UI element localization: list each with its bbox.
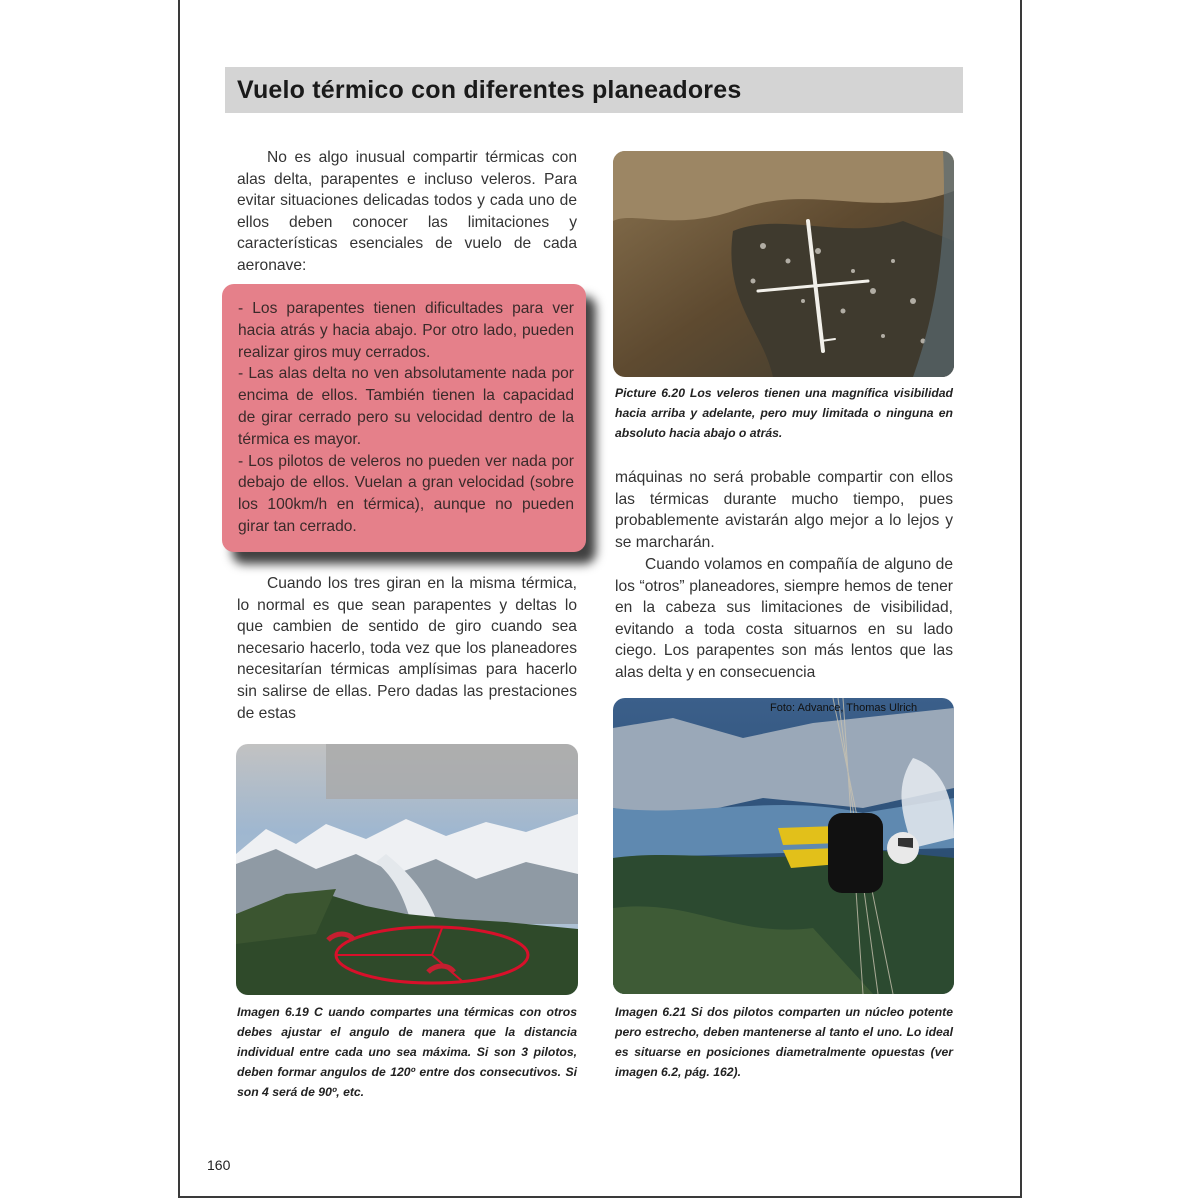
section-title-bar	[225, 67, 963, 113]
sailplane-photo-image	[613, 151, 954, 377]
callout-item-sailplanes: - Los pilotos de veleros no pueden ver nada por debajo de ellos. Vuelan a gran velocidad (sobre los 100km/h en térmica), aunque no pueden girar tan cerrado.	[238, 452, 574, 535]
thermal-turn-paragraph: Cuando los tres giran en la misma térmica, lo normal es que sean parapentes y deltas lo que cambien de sentido de giro cuando sea necesario hacerlo, toda vez que los planeadores necesitarían térmicas amplísimas para hacerlo sin salirse de ellas. Pero dadas las prestaciones de estas	[237, 575, 577, 722]
caption-6-19: Imagen 6.19 C uando compartes una térmicas con otros debes ajustar el angulo de manera que la distancia individual entre cada uno sea máxima. Si son 3 pilotos, deben formar angulos de 120º entre dos consecutivos. Si son 4 será de 90º, etc.	[237, 1005, 577, 1099]
column2-paragraph-2: Cuando volamos en compañía de alguno de los “otros” planeadores, siempre hemos de tener en la cabeza sus limitaciones de visibilidad, evitando a toda costa situarnos en su lado ciego. Los parapentes son más lentos que las alas delta y en consecuencia	[615, 556, 953, 681]
column2-paragraph-1: máquinas no será probable compartir con ellos las térmicas durante mucho tiempo, pues probablemente avistarán algo mejor a lo lejos y se marcharán.	[615, 469, 953, 551]
page-number: 160	[207, 1157, 231, 1173]
callout-item-paragliders: - Los parapentes tienen dificultades para ver hacia atrás y hacia abajo. Por otro lado, pueden realizar giros muy cerrados.	[238, 300, 574, 361]
intro-paragraph: No es algo inusual compartir térmicas con alas delta, parapentes e incluso veleros. Para evitar situaciones delicadas todos y cada uno de ellos deben conocer las limitaciones y características esenciales de vuelo de cada aeronave:	[237, 149, 577, 274]
mountain-circle-photo	[236, 744, 578, 995]
limitations-callout	[222, 284, 586, 552]
photo-credit: Foto: Advance, Thomas Ulrich	[770, 702, 918, 714]
section-title: Vuelo térmico con diferentes planeadores	[237, 76, 742, 104]
callout-item-hanggliders: - Las alas delta no ven absolutamente nada por encima de ellos. También tienen la capacidad de girar cerrado pero su velocidad dentro de la térmica es mayor.	[238, 365, 574, 448]
paraglider-pilot-photo-image	[613, 698, 954, 994]
caption-6-20: Picture 6.20 Los veleros tienen una magnífica visibilidad hacia arriba y adelante, pero muy limitada o ninguna en absoluto hacia abajo o atrás.	[615, 386, 953, 440]
caption-6-21: Imagen 6.21 Si dos pilotos comparten un núcleo potente pero estrecho, deben mantenerse al tanto el uno. Lo ideal es situarse en posiciones diametralmente opuestas (ver imagen 6.2, pág. 162).	[615, 1005, 953, 1079]
sailplane-photo	[613, 151, 954, 377]
paraglider-pilot-photo	[613, 698, 954, 994]
mountain-circle-photo-image	[236, 744, 578, 995]
